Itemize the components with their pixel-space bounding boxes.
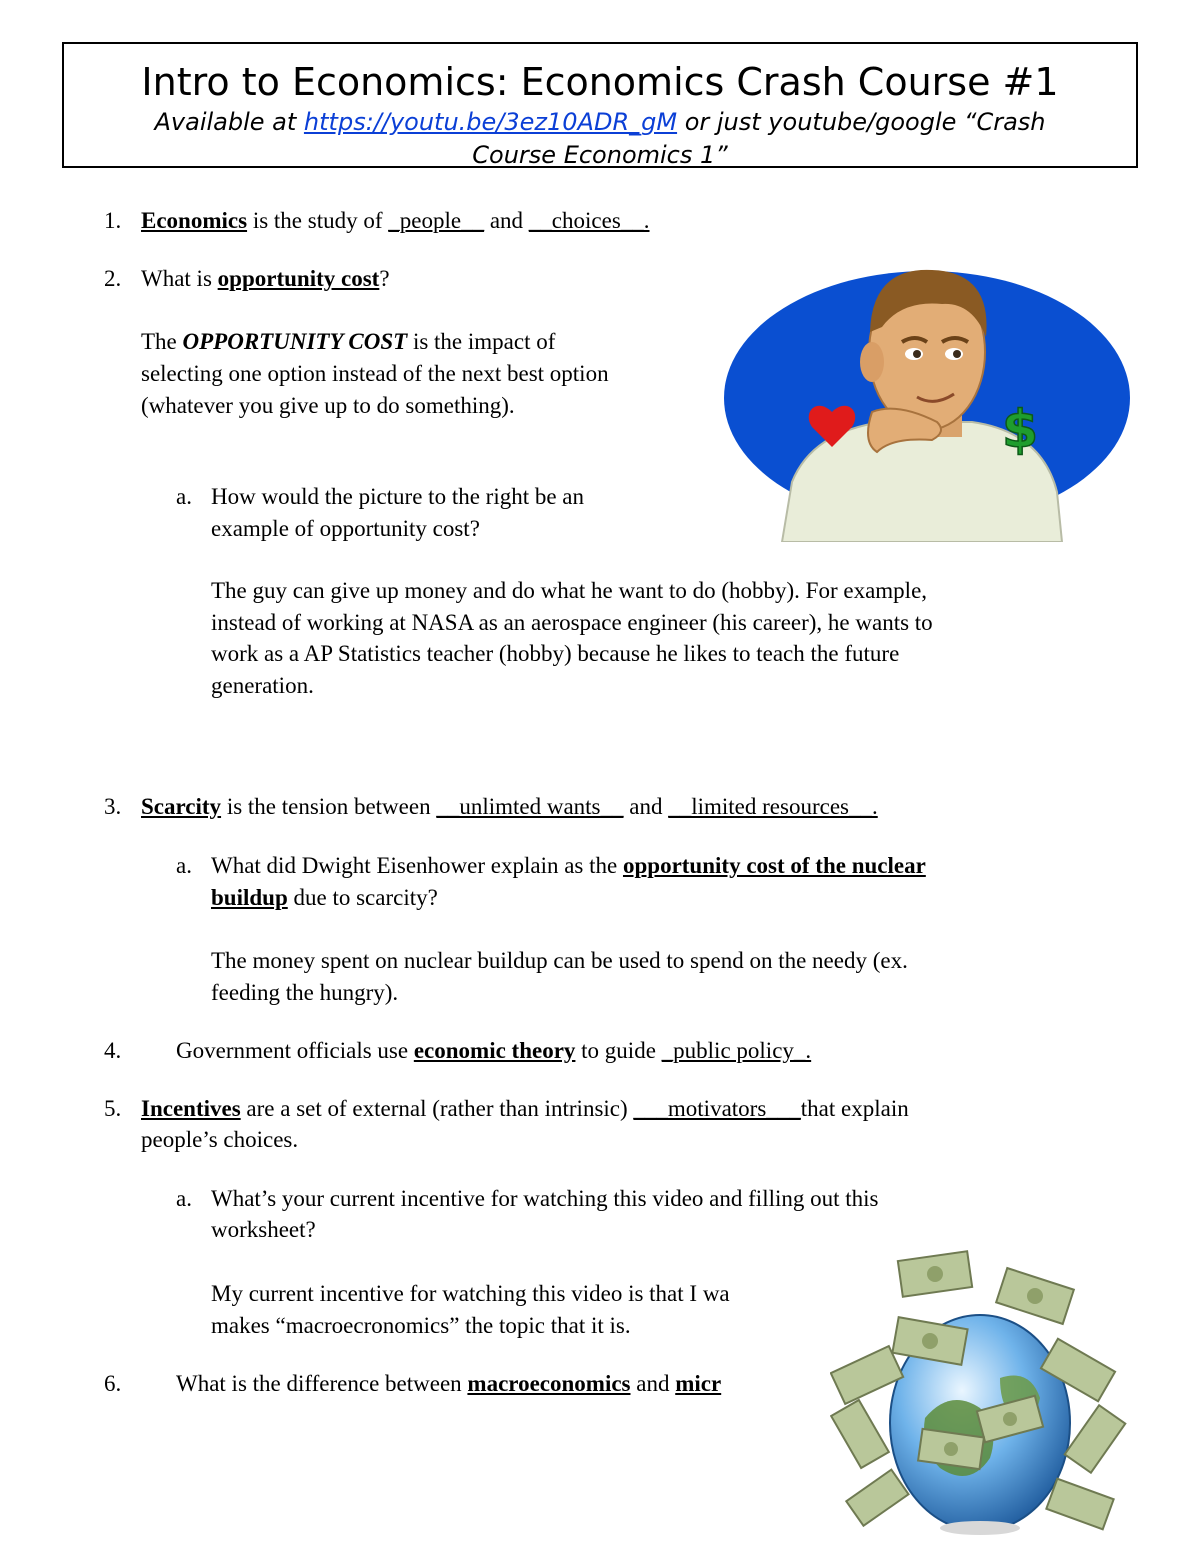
thinking-man-heart-dollar-image xyxy=(722,262,1134,542)
q2a-answer-line2: instead of working at NASA as an aerospace engineer (his career), he wants to xyxy=(211,610,933,635)
q5a-answer-line1: My current incentive for watching this video is that I wa xyxy=(211,1281,730,1306)
q1-blank2: __choices__. xyxy=(528,208,650,233)
dollar-icon: $ xyxy=(1002,400,1039,460)
subtitle xyxy=(64,106,1136,172)
q5-text1: are a set of external (rather than intrinsic) xyxy=(240,1096,634,1121)
q2a-answer-line4: generation. xyxy=(211,673,314,698)
q3a-term1: opportunity cost of the nuclear xyxy=(622,853,926,878)
q1-term: Economics xyxy=(141,208,248,233)
q4-text2: to guide xyxy=(575,1038,662,1063)
q5-blank: ___motivators___ xyxy=(633,1096,801,1121)
page-title: Intro to Economics: Economics Crash Course #1 xyxy=(141,60,1059,104)
subtitle-prefix: Available at xyxy=(154,108,304,136)
q3a-letter: a. xyxy=(176,853,192,878)
q3-line xyxy=(141,791,878,823)
q3a-text2: due to scarcity? xyxy=(287,885,438,910)
q3-text2: and xyxy=(623,794,669,819)
q3a-answer-line1: The money spent on nuclear buildup can be used to spend on the needy (ex. xyxy=(211,948,908,973)
q6-text2: and xyxy=(630,1371,676,1396)
q3-number: 3. xyxy=(104,794,122,819)
header-box xyxy=(62,42,1138,168)
globe-illustration xyxy=(830,1238,1130,1538)
q3-text1: is the tension between xyxy=(221,794,437,819)
q1-blank1: _people__ xyxy=(388,208,485,233)
q5a-letter: a. xyxy=(176,1186,192,1211)
q2-answer-line3: (whatever you give up to do something). xyxy=(141,393,515,418)
q4-term: economic theory xyxy=(413,1038,576,1063)
q2-ans-the: The xyxy=(141,329,183,354)
q1-line xyxy=(141,205,650,237)
q3-blank1: __unlimted wants__ xyxy=(436,794,624,819)
q6-text1: What is the difference between xyxy=(176,1371,468,1396)
ear xyxy=(860,342,884,382)
q4-text1: Government officials use xyxy=(176,1038,414,1063)
q2a-line1: How would the picture to the right be an xyxy=(211,484,585,509)
q2-ans-term: OPPORTUNITY COST xyxy=(182,329,408,354)
q2-answer-line2: selecting one option instead of the next best option xyxy=(141,361,609,386)
q6-term1: macroeconomics xyxy=(467,1371,631,1396)
q6-number: 6. xyxy=(104,1371,122,1396)
q5-number: 5. xyxy=(104,1096,122,1121)
video-link[interactable]: https://youtu.be/3ez10ADR_gM xyxy=(303,108,678,136)
q3a-answer-line2: feeding the hungry). xyxy=(211,980,399,1005)
q1-text2: and xyxy=(484,208,529,233)
q3a-line1 xyxy=(211,850,926,882)
q3-blank2: __limited resources__. xyxy=(668,794,878,819)
q3a-text1: What did Dwight Eisenhower explain as the xyxy=(211,853,623,878)
q5a-answer-line2: makes “macroecronomics” the topic that it is. xyxy=(211,1313,631,1338)
q5a-line1: What’s your current incentive for watching this video and filling out this xyxy=(211,1186,879,1211)
character-illustration xyxy=(722,262,1134,542)
q1-number: 1. xyxy=(104,208,122,233)
q2a-answer-line3: work as a AP Statistics teacher (hobby) because he likes to teach the future xyxy=(211,641,900,666)
q2-line xyxy=(141,263,390,295)
q2-term: opportunity cost xyxy=(217,266,380,291)
q2-answer-line1 xyxy=(141,326,555,358)
q2-text1: What is xyxy=(141,266,218,291)
q5-text2: that explain xyxy=(800,1096,909,1121)
q6-term2: micr xyxy=(675,1371,722,1396)
q5-term: Incentives xyxy=(141,1096,241,1121)
q3a-line2 xyxy=(211,882,438,914)
q2-ans-rest: is the impact of xyxy=(407,329,556,354)
q5a-line2: worksheet? xyxy=(211,1217,316,1242)
q5-line1 xyxy=(141,1093,909,1125)
q5-line2: people’s choices. xyxy=(141,1127,299,1152)
q4-line xyxy=(176,1035,811,1067)
q2-number: 2. xyxy=(104,266,122,291)
q2a-line2: example of opportunity cost? xyxy=(211,516,480,541)
globe-money-image xyxy=(830,1238,1130,1538)
q1-text1: is the study of xyxy=(247,208,389,233)
q6-line xyxy=(176,1368,721,1400)
q3-term: Scarcity xyxy=(141,794,222,819)
q4-number: 4. xyxy=(104,1038,122,1063)
q3a-term2: buildup xyxy=(211,885,288,910)
q2a-letter: a. xyxy=(176,484,192,509)
q2a-answer-line1: The guy can give up money and do what he want to do (hobby). For example, xyxy=(211,578,928,603)
subtitle-line2: Course Economics 1” xyxy=(472,141,728,169)
q2-text2: ? xyxy=(379,266,390,291)
subtitle-suffix: or just youtube/google “Crash xyxy=(677,108,1046,136)
q4-blank: _public policy_. xyxy=(661,1038,812,1063)
